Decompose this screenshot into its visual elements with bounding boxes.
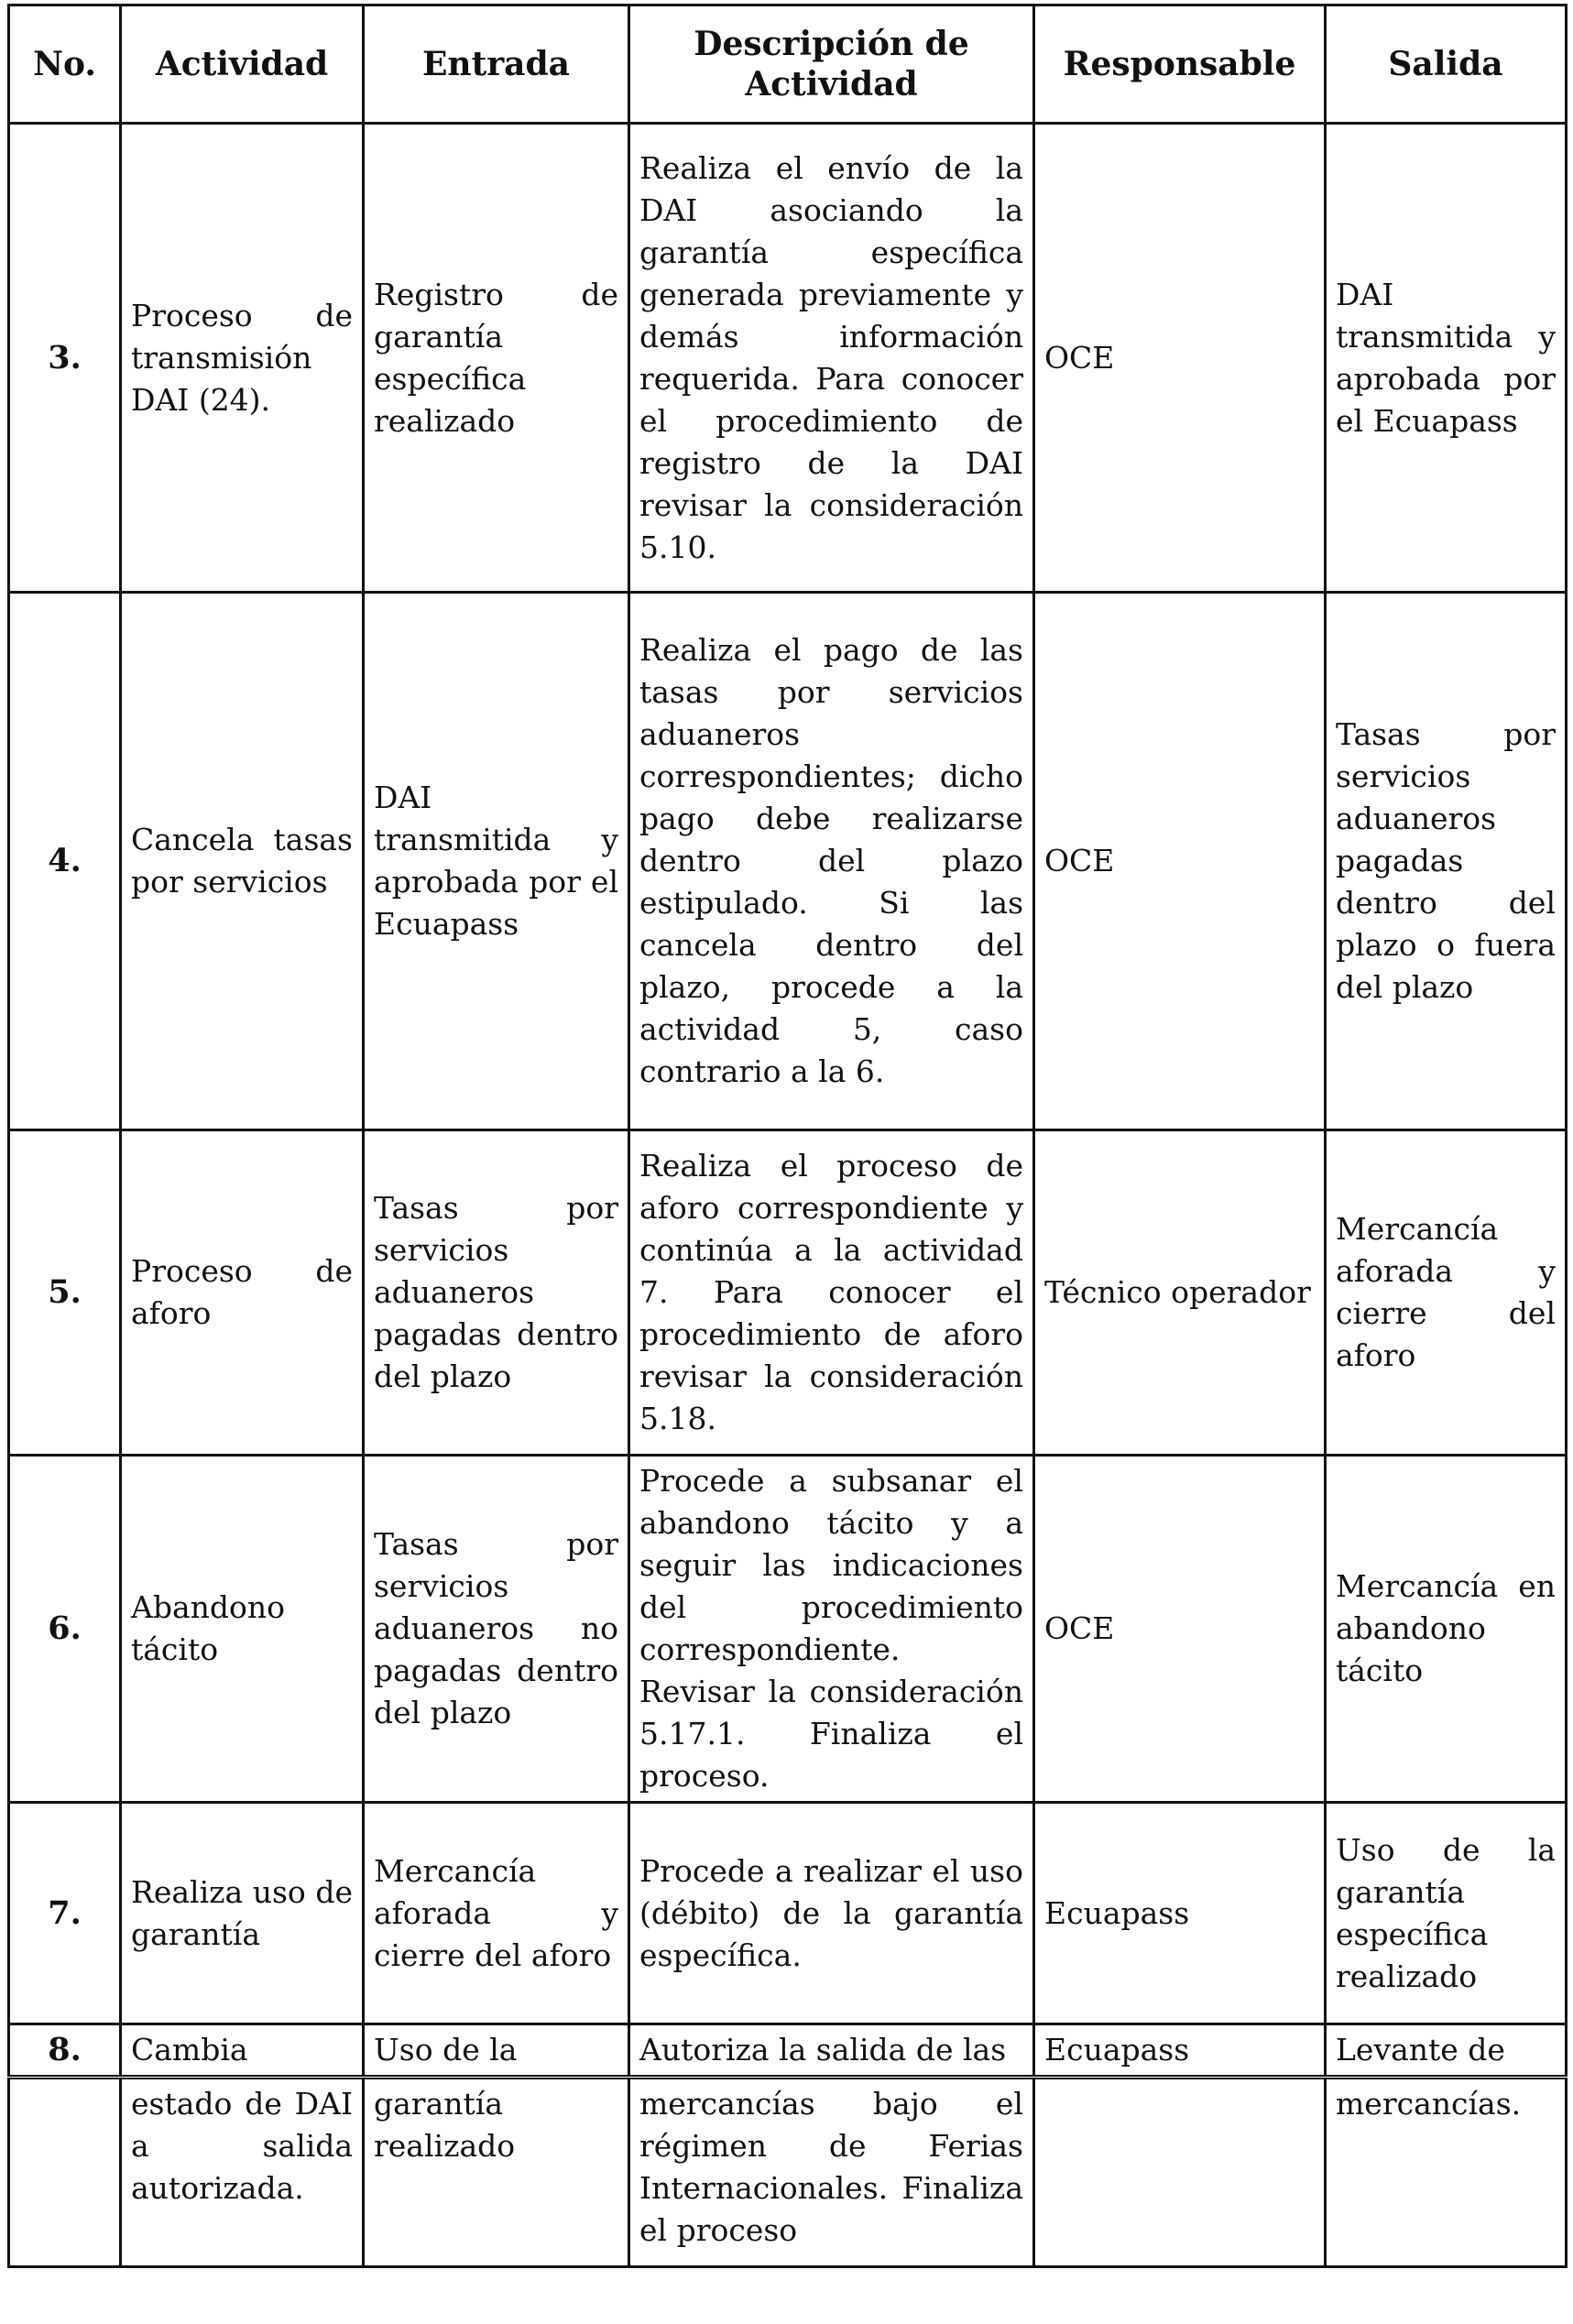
header-salida: Salida — [1326, 5, 1567, 124]
cell-descripcion: Realiza el envío de la DAI asociando la garantía específica generada previamente y demás información requerida. Para conocer el procedimiento de registro de la DAI revisar la consideración 5.10. — [629, 124, 1034, 593]
cell-entrada: Tasas por servicios aduaneros pagadas dentro del plazo — [364, 1130, 629, 1456]
cell-salida: Mercancía aforada y cierre del aforo — [1326, 1130, 1567, 1456]
cell-responsable: OCE — [1034, 593, 1326, 1130]
cell-salida: Uso de la garantía específica realizado — [1326, 1803, 1567, 2024]
header-entrada: Entrada — [364, 5, 629, 124]
cell-no: 8. — [9, 2024, 121, 2078]
cell-entrada-continued: garantía realizado — [364, 2078, 629, 2267]
cell-descripcion-continued: mercancías bajo el régimen de Ferias Internacionales. Finaliza el proceso — [629, 2078, 1034, 2267]
cell-actividad: Cambia — [121, 2024, 364, 2078]
cell-salida: Tasas por servicios aduaneros pagadas dentro del plazo o fuera del plazo — [1326, 593, 1567, 1130]
table-row — [9, 124, 1567, 593]
cell-entrada: Registro de garantía específica realizado — [364, 124, 629, 593]
cell-descripcion: Realiza el pago de las tasas por servicios aduaneros correspondientes; dicho pago debe realizarse dentro del plazo estipulado. Si las cancela dentro del plazo, procede a la actividad 5, caso contrario a la 6. — [629, 593, 1034, 1130]
table-row — [9, 2078, 1567, 2267]
cell-salida: Mercancía en abandono tácito — [1326, 1456, 1567, 1803]
cell-no: 3. — [9, 124, 121, 593]
table-row — [9, 2024, 1567, 2078]
cell-responsable: Ecuapass — [1034, 1803, 1326, 2024]
cell-actividad: Realiza uso de garantía — [121, 1803, 364, 2024]
cell-responsable: Ecuapass — [1034, 2024, 1326, 2078]
cell-responsable: OCE — [1034, 1456, 1326, 1803]
cell-no: 5. — [9, 1130, 121, 1456]
cell-no-continued — [9, 2078, 121, 2267]
cell-no: 7. — [9, 1803, 121, 2024]
cell-salida-continued: mercancías. — [1326, 2078, 1567, 2267]
cell-actividad: Abandono tácito — [121, 1456, 364, 1803]
table-row — [9, 1130, 1567, 1456]
header-responsable: Responsable — [1034, 5, 1326, 124]
cell-no: 4. — [9, 593, 121, 1130]
cell-responsable: OCE — [1034, 124, 1326, 593]
cell-entrada: Mercancía aforada y cierre del aforo — [364, 1803, 629, 2024]
header-actividad: Actividad — [121, 5, 364, 124]
cell-descripcion: Procede a subsanar el abandono tácito y a seguir las indicaciones del procedimiento correspondiente. Revisar la consideración 5.17.1. Finaliza el proceso. — [629, 1456, 1034, 1803]
activity-table — [7, 4, 1568, 2268]
cell-actividad: Proceso de transmisión DAI (24). — [121, 124, 364, 593]
cell-entrada: DAI transmitida y aprobada por el Ecuapass — [364, 593, 629, 1130]
cell-entrada: Uso de la — [364, 2024, 629, 2078]
header-no: No. — [9, 5, 121, 124]
cell-actividad: Cancela tasas por servicios — [121, 593, 364, 1130]
cell-salida: Levante de — [1326, 2024, 1567, 2078]
cell-actividad-continued: estado de DAI a salida autorizada. — [121, 2078, 364, 2267]
cell-actividad: Proceso de aforo — [121, 1130, 364, 1456]
cell-descripcion: Procede a realizar el uso (débito) de la garantía específica. — [629, 1803, 1034, 2024]
table-row — [9, 1456, 1567, 1803]
table-row — [9, 1803, 1567, 2024]
cell-no: 6. — [9, 1456, 121, 1803]
header-descripcion: Descripción de Actividad — [629, 5, 1034, 124]
cell-descripcion: Realiza el proceso de aforo correspondiente y continúa a la actividad 7. Para conocer el procedimiento de aforo revisar la consideración 5.18. — [629, 1130, 1034, 1456]
cell-responsable: Técnico operador — [1034, 1130, 1326, 1456]
table-row — [9, 593, 1567, 1130]
header-row — [9, 5, 1567, 124]
cell-entrada: Tasas por servicios aduaneros no pagadas dentro del plazo — [364, 1456, 629, 1803]
cell-descripcion: Autoriza la salida de las — [629, 2024, 1034, 2078]
cell-salida: DAI transmitida y aprobada por el Ecuapass — [1326, 124, 1567, 593]
cell-responsable-continued — [1034, 2078, 1326, 2267]
